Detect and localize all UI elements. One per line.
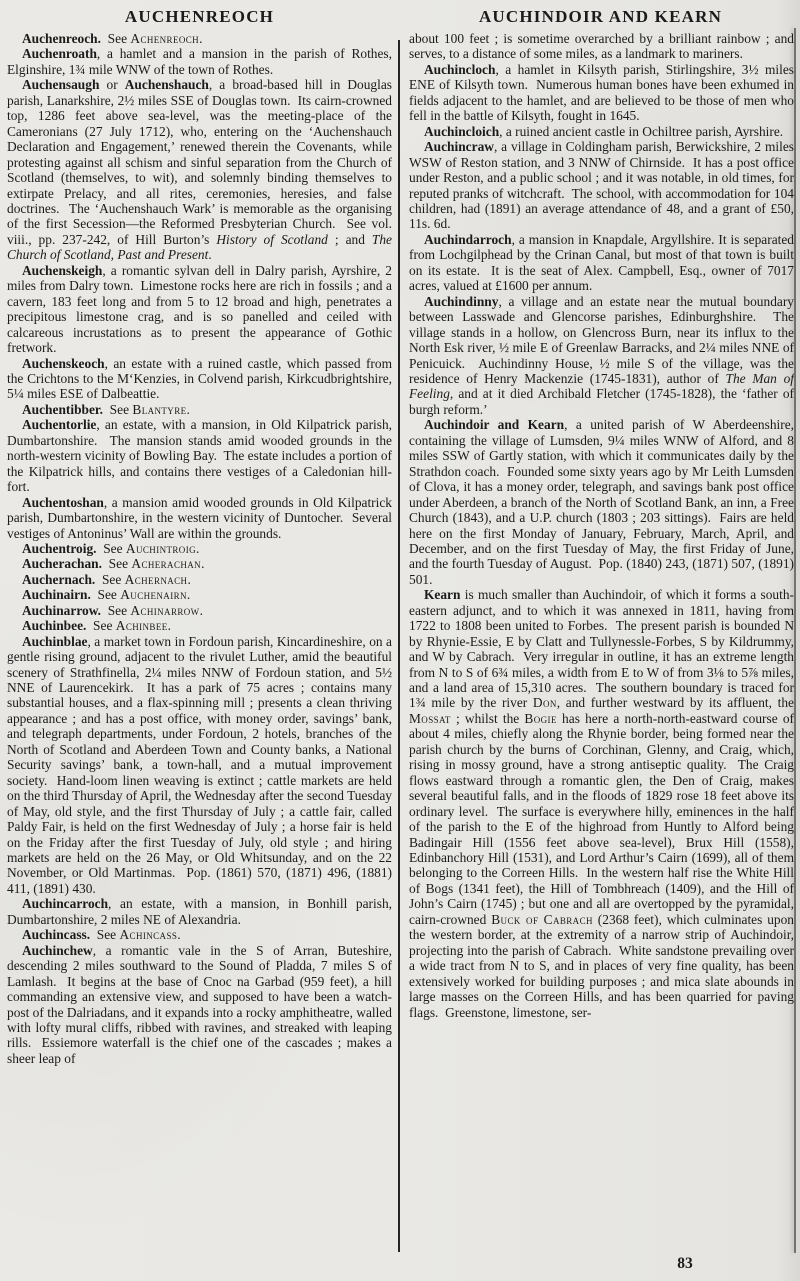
- entry-text-segment: , a broad-based hill in Douglas parish, Lanarkshire, 2½ miles SSE of Douglas town. Its cairn-crowned top, 1286 feet above sea-level, was the meeting-place of the Cameronians (27 July 1712), who, entering on the ‘Auchenshauch Declaration and Engagement,’ renewed therein the Covenants, while protesting against all schism and sinful separation from the Church of Scotland (themselves, to wit), and solemnly binding themselves to extirpate Prelacy, and all rites, ceremonies, heresies, and false doctrines. The ‘Auchenshauch Wark’ is memorable as the organising of the first Secession—the Reformed Presbyterian Church. See vol. viii., pp. 237-242, of Hill Burton’s: [7, 77, 392, 247]
- entry-text-segment: .: [199, 31, 203, 46]
- entry-text-segment: or: [99, 77, 125, 93]
- left-running-head: AUCHENREOCH: [124, 7, 275, 26]
- gazetteer-entry: [409, 294, 794, 418]
- gazetteer-entry: [7, 356, 392, 402]
- entry-text-segment: Auchincloich: [424, 123, 500, 139]
- entry-text-segment: .: [199, 602, 203, 618]
- gazetteer-entry: [409, 139, 794, 232]
- entry-text-segment: Buck of Cabrach: [491, 911, 593, 927]
- entry-text-segment: , a village in Coldingham parish, Berwickshire, 2 miles WSW of Reston station, and 3 NNW of Chirnside. It has a post office under Reston, and a public school ; and it was notable, in old times, for reputed pranks of witchcraft. The school, with accommodation for 104 children, had (1891) an average attendance of 48, and a grant of £50, 11s. 6d.: [409, 139, 794, 232]
- entry-text-segment: ; whilst the: [450, 710, 525, 726]
- entry-text-segment: (2368 feet), which culminates upon the western border, at the extremity of a narrow strip of Auchindoir, projecting into the parish of Cabrach. White sandstone prevailing over a wide tract from N to S, and in places of very fine quality, has been extensively worked for building purposes ; and mica slate abounds in large masses on the Correen Hills, and has been quarried for paving flags. Greenstone, limestone, ser-: [409, 911, 794, 1020]
- entry-text-segment: Auchenairn: [120, 587, 187, 603]
- entry-text-segment: History of Scotland: [216, 231, 328, 247]
- right-column: [409, 31, 794, 1253]
- entry-text-segment: Auchincraw: [424, 139, 494, 155]
- entry-text-segment: Auchindinny: [424, 293, 499, 309]
- entry-text-segment: The Man of Feeling: [409, 370, 794, 402]
- entry-text-segment: , and at it died Archibald Fletcher (1745-1828), the ‘father of burgh reform.’: [409, 386, 794, 417]
- entry-text-segment: Auchinbee.: [22, 618, 87, 634]
- entry-text-segment: Auchinchew: [22, 942, 93, 958]
- entry-text-segment: See: [101, 556, 132, 572]
- entry-text-segment: .: [187, 571, 191, 587]
- entry-text-segment: , and further westward by its affluent, the: [556, 695, 794, 711]
- entry-text-segment: , a romantic sylvan dell in Dalry parish, Ayrshire, 2 miles from Dalry town. Limestone rocks here are rich in fossils ; and a cavern, 183 feet long and from 5 to 12 broad and high, penetrates a precipitous limestone crag, and is so panelled and ceiled with calcareous incrustations as to present the appearance of Gothic fretwork.: [7, 262, 392, 356]
- entry-text-segment: has here a north-north-eastward course of about 4 miles, chiefly along the Rhynie border, being formed near the parish church by the burns of Corchinan, Glenny, and Craig, which, rising in mossy ground, have a strong antiseptic quality. The Craig flows eastward through a romantic glen, the Den of Craig, makes several beautiful falls, and in the floods of 1829 rose 18 feet above its ordinary level. The surface is everywhere hilly, eminences in the half of the parish to the E of the highroad from Huntly to Alford being Badingair Hill (1556 feet above sea-level), Brux Hill (1558), Edinbanchory Hill (1531), and Lord Arthur’s Cairn (1699), all of them belonging to the Correen Hills. In the western half rise the White Hill of Bogs (1341 feet), the Hill of Tombhreach (1409), and the Hill of John’s Cairn (1745) ; but one and all are overtopped by the pyramidal, cairn-crowned: [409, 710, 794, 927]
- entry-text-segment: Auchentroig.: [22, 540, 97, 556]
- entry-text-segment: Don: [532, 695, 557, 711]
- gazetteer-entry: [409, 124, 794, 139]
- entry-text-segment: See: [101, 602, 131, 618]
- entry-text-segment: See: [90, 587, 121, 603]
- entry-text-segment: Auchentibber.: [22, 401, 103, 417]
- entry-text-segment: Auchindarroch: [424, 231, 512, 247]
- page-number: 83: [677, 1255, 693, 1272]
- entry-text-segment: .: [186, 401, 190, 417]
- gazetteer-entry: [409, 31, 794, 62]
- entry-text-segment: , a hamlet in Kilsyth parish, Stirlingshire, 3½ miles ENE of Kilsyth town. Numerous human bones have been exhumed in fields adjacent to the hamlet, and are believed to be those of men who fell in the battle of Kilsyth, fought in 1645.: [409, 61, 794, 124]
- entry-text-segment: Auchinblae: [22, 633, 88, 649]
- entry-text-segment: Auchincass.: [22, 927, 91, 943]
- entry-text-segment: Mossat: [409, 710, 451, 726]
- entry-text-segment: , an estate with a ruined castle, which passed from the Crichtons to the M‘Kenzies, in Colvend parish, Kirkcudbrightshire, 5¼ miles ESE of Dalbeattie.: [7, 355, 392, 402]
- entry-text-segment: See: [86, 618, 116, 634]
- entry-text-segment: See: [102, 401, 133, 417]
- entry-text-segment: , a united parish of W Aberdeenshire, containing the village of Lumsden, 9¼ miles WNW of Alford, and 8 miles SSW of Gartly station, with which it communicates daily by the Strathdon coach. Founded some sixty years ago by Mr Leith Lumsden of Clova, it has a money order, telegraph, and savings bank post office under Aberdeen, a branch of the North of Scotland Bank, an inn, a Free Church (1843), and a U.P. church (1803 ; 203 sittings). Fairs are held here on the first Monday of January, February, March, April, and December, and on the first Tuesday of May, the first Friday of June, and the fourth Tuesday of August. Pop. (1840) 243, (1871) 507, (1891) 501.: [409, 417, 794, 587]
- entry-text-segment: Auchensaugh: [22, 77, 100, 93]
- entry-text-segment: Auchinairn.: [22, 587, 91, 603]
- gazetteer-entry: [7, 896, 392, 927]
- entry-text-segment: Auchenskeoch: [22, 355, 105, 371]
- gazetteer-entry: [409, 62, 794, 124]
- gazetteer-entry: [7, 402, 392, 417]
- entry-text-segment: , a market town in Fordoun parish, Kincardineshire, on a gentle rising ground, adjacent to the rivulet Luther, amid the beautiful scenery of Strathfinella, 2¼ miles NNW of Fordoun station, and 5½ NNE of Laurencekirk. It has a park of 75 acres ; contains many substantial houses, and a flax-spinning mill ; presents a clean thriving appearance ; and has a post office, with money order, savings’ bank, and telegraph departments, under Fordoun, 2 hotels, branches of the North of Scotland and Aberdeen Town and County banks, a National Security savings’ bank, a town-hall, and a mutual improvement society. Hand-loom linen weaving is extinct ; cattle markets are held on the third Thursday of April, the Wednesday after the second Tuesday of May, old style, and the first Thursday of July ; a cattle fair, called Paldy Fair, is held on the first Wednesday of July ; a horse fair is held on the Friday after the first Tuesday of July, old style ; and hiring markets are held on the 26 May, or Old Whitsunday, and on the 22 November, or Old Martinmas. Pop. (1861) 570, (1871) 496, (1881) 411, (1891) 430.: [7, 633, 392, 896]
- entry-text-segment: , an estate, with a mansion, in Old Kilpatrick parish, Dumbartonshire. The mansion stands amid wooded grounds in the north-western vicinity of Bowling Bay. The estate includes a portion of the Kilpatrick hills, and contains there vestiges of a Caledonian hill-fort.: [7, 417, 392, 495]
- gazetteer-entry: [7, 556, 392, 571]
- entry-text-segment: .: [201, 556, 205, 572]
- gazetteer-entry: [7, 541, 392, 556]
- entry-text-segment: .: [167, 618, 171, 634]
- gazetteer-entry: [7, 263, 392, 356]
- entry-text-segment: See: [100, 31, 131, 46]
- gazetteer-entry: [7, 943, 392, 1067]
- entry-text-segment: Auchenreoch.: [22, 31, 101, 46]
- entry-text-segment: Auchentorlie: [22, 417, 97, 433]
- entry-text-segment: .: [177, 927, 181, 943]
- entry-text-segment: Achenreoch: [130, 31, 200, 46]
- entry-text-segment: .: [196, 540, 200, 556]
- page-edge-shadow: [794, 28, 796, 1253]
- entry-text-segment: See: [90, 927, 120, 943]
- entry-text-segment: , a romantic vale in the S of Arran, Buteshire, descending 2 miles southward to the Sound of Pladda, 7 miles S of Lamlash. It begins at the base of Cnoc na Garbad (959 feet), a hill commanding an extensive view, and supposed to have been a watch-post of the Dalriadans, and it expands into a rocky amphitheatre, walled with lofty mural cliffs, ribbed with ravines, and streaked with leaping rills. Essiemore waterfall is the chief one of the cascades ; makes a sheer leap of: [7, 942, 392, 1066]
- entry-text-segment: Auchenshauch: [124, 77, 209, 93]
- gazetteer-entry: [7, 572, 392, 587]
- gazetteer-entry: [409, 417, 794, 587]
- entry-text-segment: , a ruined ancient castle in Ochiltree parish, Ayrshire.: [499, 123, 784, 139]
- entry-text-segment: , a mansion amid wooded grounds in Old Kilpatrick parish, Dumbartonshire, in the western vicinity of Duntocher. Several vestiges of Antoninus’ Wall are within the grounds.: [7, 494, 392, 541]
- gazetteer-entry: [7, 31, 392, 46]
- gazetteer-entry: [7, 603, 392, 618]
- entry-text-segment: Auchenskeigh: [22, 262, 103, 278]
- entry-text-segment: Auchernach.: [22, 571, 96, 587]
- entry-text-segment: , a mansion in Knapdale, Argyllshire. It is separated from Lochgilphead by the Crinan Canal, but most of that town is built on its estate. It is the seat of Alex. Campbell, Esq., owner of 7017 acres, valued at £1600 per annum.: [409, 231, 794, 294]
- entry-text-segment: Auchindoir and Kearn: [424, 417, 565, 433]
- entry-text-segment: ; and: [327, 231, 372, 247]
- gazetteer-entry: [7, 634, 392, 897]
- entry-text-segment: Aucherachan.: [22, 556, 102, 572]
- entry-text-segment: Acherachan: [131, 556, 202, 572]
- entry-text-segment: The Church of Scotland, Past and Present: [7, 231, 392, 263]
- entry-text-segment: Achincass: [119, 927, 178, 943]
- entry-text-segment: Bogie: [524, 710, 557, 726]
- entry-text-segment: Auchincarroch: [22, 896, 109, 912]
- entry-text-segment: is much smaller than Auchindoir, of which it forms a south-eastern adjunct, and to which it was annexed in 1811, having from 1722 to 1808 been united to Forbes. The present parish is bounded N by Rhynie-Essie, E by Clatt and Tullynessle-Forbes, S by Kildrummy, and W by Cabrach. Very irregular in outline, it has an extreme length from N to S of 6¾ miles, a width from E to W of from 3⅛ to 5⅞ miles, and a land area of 15,310 acres. The southern boundary is traced for 1¾ mile by the river: [409, 587, 794, 711]
- gazetteer-entry: [409, 587, 794, 1020]
- entry-text-segment: Auchintroig: [125, 540, 196, 556]
- column-divider-rule: [398, 40, 400, 1252]
- entry-text-segment: Auchincloch: [424, 61, 496, 77]
- gazetteer-entry: [7, 417, 392, 494]
- entry-text-segment: .: [208, 247, 212, 263]
- entry-text-segment: See: [95, 571, 125, 587]
- entry-text-segment: Achinbee: [115, 618, 168, 634]
- gazetteer-entry: [7, 927, 392, 942]
- entry-text-segment: Achernach: [124, 571, 188, 587]
- gazetteer-entry: [409, 232, 794, 294]
- gazetteer-entry: [7, 46, 392, 77]
- entry-text-segment: .: [186, 587, 191, 603]
- gazetteer-entry: [7, 587, 392, 602]
- entry-text-segment: Kearn: [424, 587, 461, 603]
- entry-text-segment: See: [96, 540, 126, 556]
- entry-text-segment: Blantyre: [132, 401, 187, 417]
- entry-text-segment: Auchentoshan: [22, 494, 104, 510]
- entry-text-segment: , a hamlet and a mansion in the parish of Rothes, Elginshire, 1¾ mile WNW of the town of Rothes.: [7, 46, 392, 77]
- gazetteer-entry: [7, 77, 392, 262]
- gazetteer-entry: [7, 618, 392, 633]
- entry-text-segment: about 100 feet ; is sometime overarched by a brilliant rainbow ; and serves, to a distance of some miles, as a landmark to mariners.: [409, 31, 794, 62]
- right-running-head: AUCHINDOIR AND KEARN: [478, 7, 723, 26]
- entry-text-segment: , an estate, with a mansion, in Bonhill parish, Dumbartonshire, 2 miles NE of Alexandria.: [7, 896, 392, 927]
- entry-text-segment: , a village and an estate near the mutual boundary between Lasswade and Glencorse parishes, Edinburghshire. The village stands in a hollow, on Glencross Burn, near its influx to the North Esk river, ½ mile E of Greenlaw Barracks, and 2¼ miles NNE of Penicuick. Auchindinny House, ½ mile S of the village, was the residence of Henry Mackenzie (1745-1831), author of: [409, 293, 794, 386]
- left-column: [7, 31, 392, 1253]
- gazetteer-entry: [7, 495, 392, 541]
- entry-text-segment: Achinarrow: [130, 602, 200, 618]
- entry-text-segment: Auchenroath: [22, 46, 97, 62]
- entry-text-segment: Auchinarrow.: [22, 602, 101, 618]
